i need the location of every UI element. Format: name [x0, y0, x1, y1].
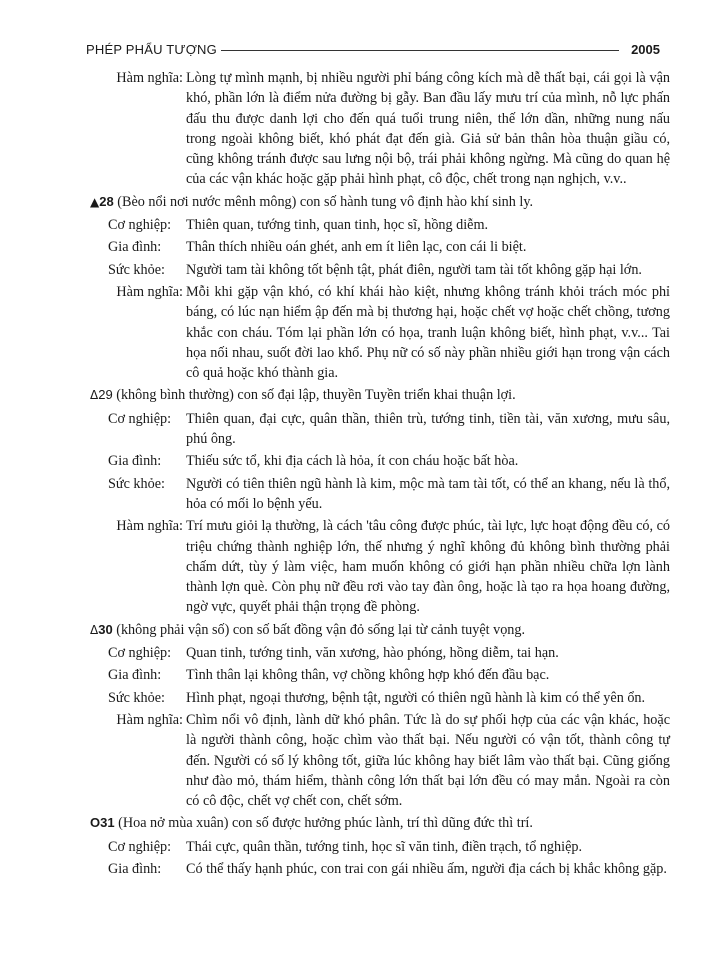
entry-row: [90, 665, 670, 685]
row-label: Hàm nghĩa:: [116, 283, 183, 300]
row-text: Lòng tự mình mạnh, bị nhiều người phỉ báng công kích mà dễ thất bại, cái gọi là vận khó, phần lớn là điểm nửa đường bị gẫy. Ban đầu lấy mưu trí của mình, nỗ lực phấn đấu thu được danh lợi cho đến quá tuổi trung niên, thế lớn dần, những nung nấu trong ngoài không biết, khó phát đạt đến già. Giả sử bản thân hòa thuận giầu có, cũng không tránh được sau lưng nội bộ, trái phải không ngừng. Mà cũng do quan hệ của các vận khác hoặc gặp phải hình phạt, cô độc, chết trong nạn nghịch, v.v..: [186, 70, 670, 188]
page-content: [90, 68, 670, 881]
row-text: Có thể thấy hạnh phúc, con trai con gái nhiều ấm, người địa cách bị khắc không gặp.: [186, 860, 667, 877]
entry-row: [90, 409, 670, 450]
row-text: Thái cực, quân thần, tướng tinh, học sĩ văn tinh, điền trạch, tổ nghiệp.: [186, 838, 583, 855]
entry-row: [90, 837, 670, 857]
row-text: Trí mưu giỏi lạ thường, là cách 'tâu công được phúc, tài lực, lực hoạt động đều có, có triệu chứng thành nghiệp lớn, thế nhưng ý nghĩ không đủ không bình thường phải chấm dứt, tùy ý làm việc, ham muốn không có giới hạn phần nhiều chữa lợn lành thành lợn què. Còn phụ nữ đều rơi vào tay đàn ông, hoặc là tạo ra họa hoang đường, ngờ vực, quyết phải thận trọng đề phòng.: [186, 518, 670, 616]
entry-number: 31: [100, 815, 115, 831]
row-label: Cơ nghiệp:: [108, 838, 172, 855]
entry-row: [90, 688, 670, 708]
row-text: Hình phạt, ngoại thương, bệnh tật, người có thiên ngũ hành là kim có thể yên ổn.: [186, 689, 646, 706]
row-text: Người có tiên thiên ngũ hành là kim, mộc mà tam tài tốt, có thể an khang, nếu là thổ, hỏa có mối lo bệnh yếu.: [186, 475, 670, 512]
row-label: Gia đình:: [108, 239, 162, 256]
entry-number: 28: [99, 193, 114, 209]
entry-heading-31: [90, 813, 670, 833]
entry-heading-text: (không phải vận số) con số bất đồng vận đỏ sống lại từ cảnh tuyệt vọng.: [112, 621, 526, 638]
row-label: Gia đình:: [108, 860, 162, 877]
row-text: Thiên quan, đại cực, quân thần, thiên trù, tướng tinh, tiền tài, văn xương, mưu sâu, phú ông.: [186, 410, 670, 448]
row-text: Người tam tài không tốt bệnh tật, phát điên, người tam tài tốt không gặp hại lớn.: [186, 261, 642, 278]
entry-row: [90, 451, 670, 471]
row-label: Sức khỏe:: [108, 475, 165, 492]
row-text: Thiếu sức tổ, khi địa cách là hỏa, ít con cháu hoặc bất hòa.: [186, 453, 519, 470]
entry-row: [90, 643, 670, 663]
row-label: Hàm nghĩa:: [116, 70, 183, 86]
entry-heading-text: (không bình thường) con số đại lập, thuyền Tuyền triển khai thuận lợi.: [112, 387, 516, 404]
entry-number: 29: [98, 387, 113, 403]
row-text: Mỗi khi gặp vận khó, có khí khái hào kiệt, nhưng không tránh khỏi trách móc phỉ báng, có lúc nạn hiểm ập đến mà bị thương hại, hoặc chết vợ hoặc chết chồng, tương khắc con cháu. Tóm lại phần lớn có họa, tranh luận không biết, hình phạt, v.v... Tai họa nối nhau, suốt đời lao khổ. Phụ nữ có số này phần nhiều giới hạn trong vận cách cô quả hoặc khó thành gia.: [186, 283, 670, 382]
entry-heading-text: (Hoa nở mùa xuân) con số được hưởng phúc lành, trí thì dũng đức thì trí.: [114, 815, 533, 832]
entry-number: 30: [98, 621, 113, 637]
entry-heading-30: [90, 620, 670, 640]
circle-marker-icon: O: [90, 815, 101, 831]
row-label: Sức khỏe:: [108, 689, 165, 706]
row-label: Sức khỏe:: [108, 261, 165, 278]
entry-row: [90, 859, 670, 879]
entry-row: [90, 710, 670, 811]
row-label: Cơ nghiệp:: [108, 645, 172, 662]
row-label: Cơ nghiệp:: [108, 217, 172, 234]
running-title: PHÉP PHẨU TƯỢNG: [86, 41, 217, 57]
row-text: Chìm nổi vô định, lành dữ khó phân. Tức là do sự phối hợp của các vận khác, hoặc là người thành công, hoặc chìm vào thất bại. Nếu người có vận tốt, thành công tự đến. Người có số lý không tốt, giữa lúc không hay biết lâm vào thất bại. Cũng giống như đào mỏ, thám hiểm, thành công lớn thất bại lớn đều có may mắn. Ngoài ra còn có cô độc, chết vợ chết con, chết sớm.: [186, 711, 670, 810]
entry-heading-29: [90, 385, 670, 405]
entry-row: [90, 474, 670, 515]
row-text: Tình thân lại không thân, vợ chồng không hợp khó đến đầu bạc.: [186, 667, 550, 684]
header-rule: [221, 50, 619, 51]
entry-row: [90, 282, 670, 383]
entry-row: [90, 260, 670, 280]
row-text: Quan tinh, tướng tinh, văn xương, hào phóng, hồng diễm, tai hạn.: [186, 645, 559, 662]
entry-heading-28: [90, 192, 670, 212]
entry-heading-text: (Bèo nổi nơi nước mênh mông) con số hành tung vô định hào khí sinh ly.: [113, 193, 534, 210]
row-label: Gia đình:: [108, 667, 162, 684]
triangle-filled-icon: ▲: [90, 194, 100, 209]
page-number: 2005: [631, 41, 660, 57]
intro-row: [90, 68, 670, 190]
entry-row: [90, 215, 670, 235]
entry-row: [90, 237, 670, 257]
entry-row: [90, 516, 670, 617]
row-label: Gia đình:: [108, 453, 162, 470]
triangle-outline-icon: Δ: [90, 622, 99, 637]
row-label: Hàm nghĩa:: [116, 518, 183, 535]
row-label: Hàm nghĩa:: [116, 711, 183, 728]
row-text: Thân thích nhiều oán ghét, anh em ít liên lạc, con cái li biệt.: [186, 239, 527, 256]
row-label: Cơ nghiệp:: [108, 410, 172, 427]
page-header: [86, 40, 660, 60]
row-text: Thiên quan, tướng tinh, quan tinh, học sĩ, hồng diễm.: [186, 217, 489, 234]
triangle-outline-icon: Δ: [90, 388, 99, 403]
